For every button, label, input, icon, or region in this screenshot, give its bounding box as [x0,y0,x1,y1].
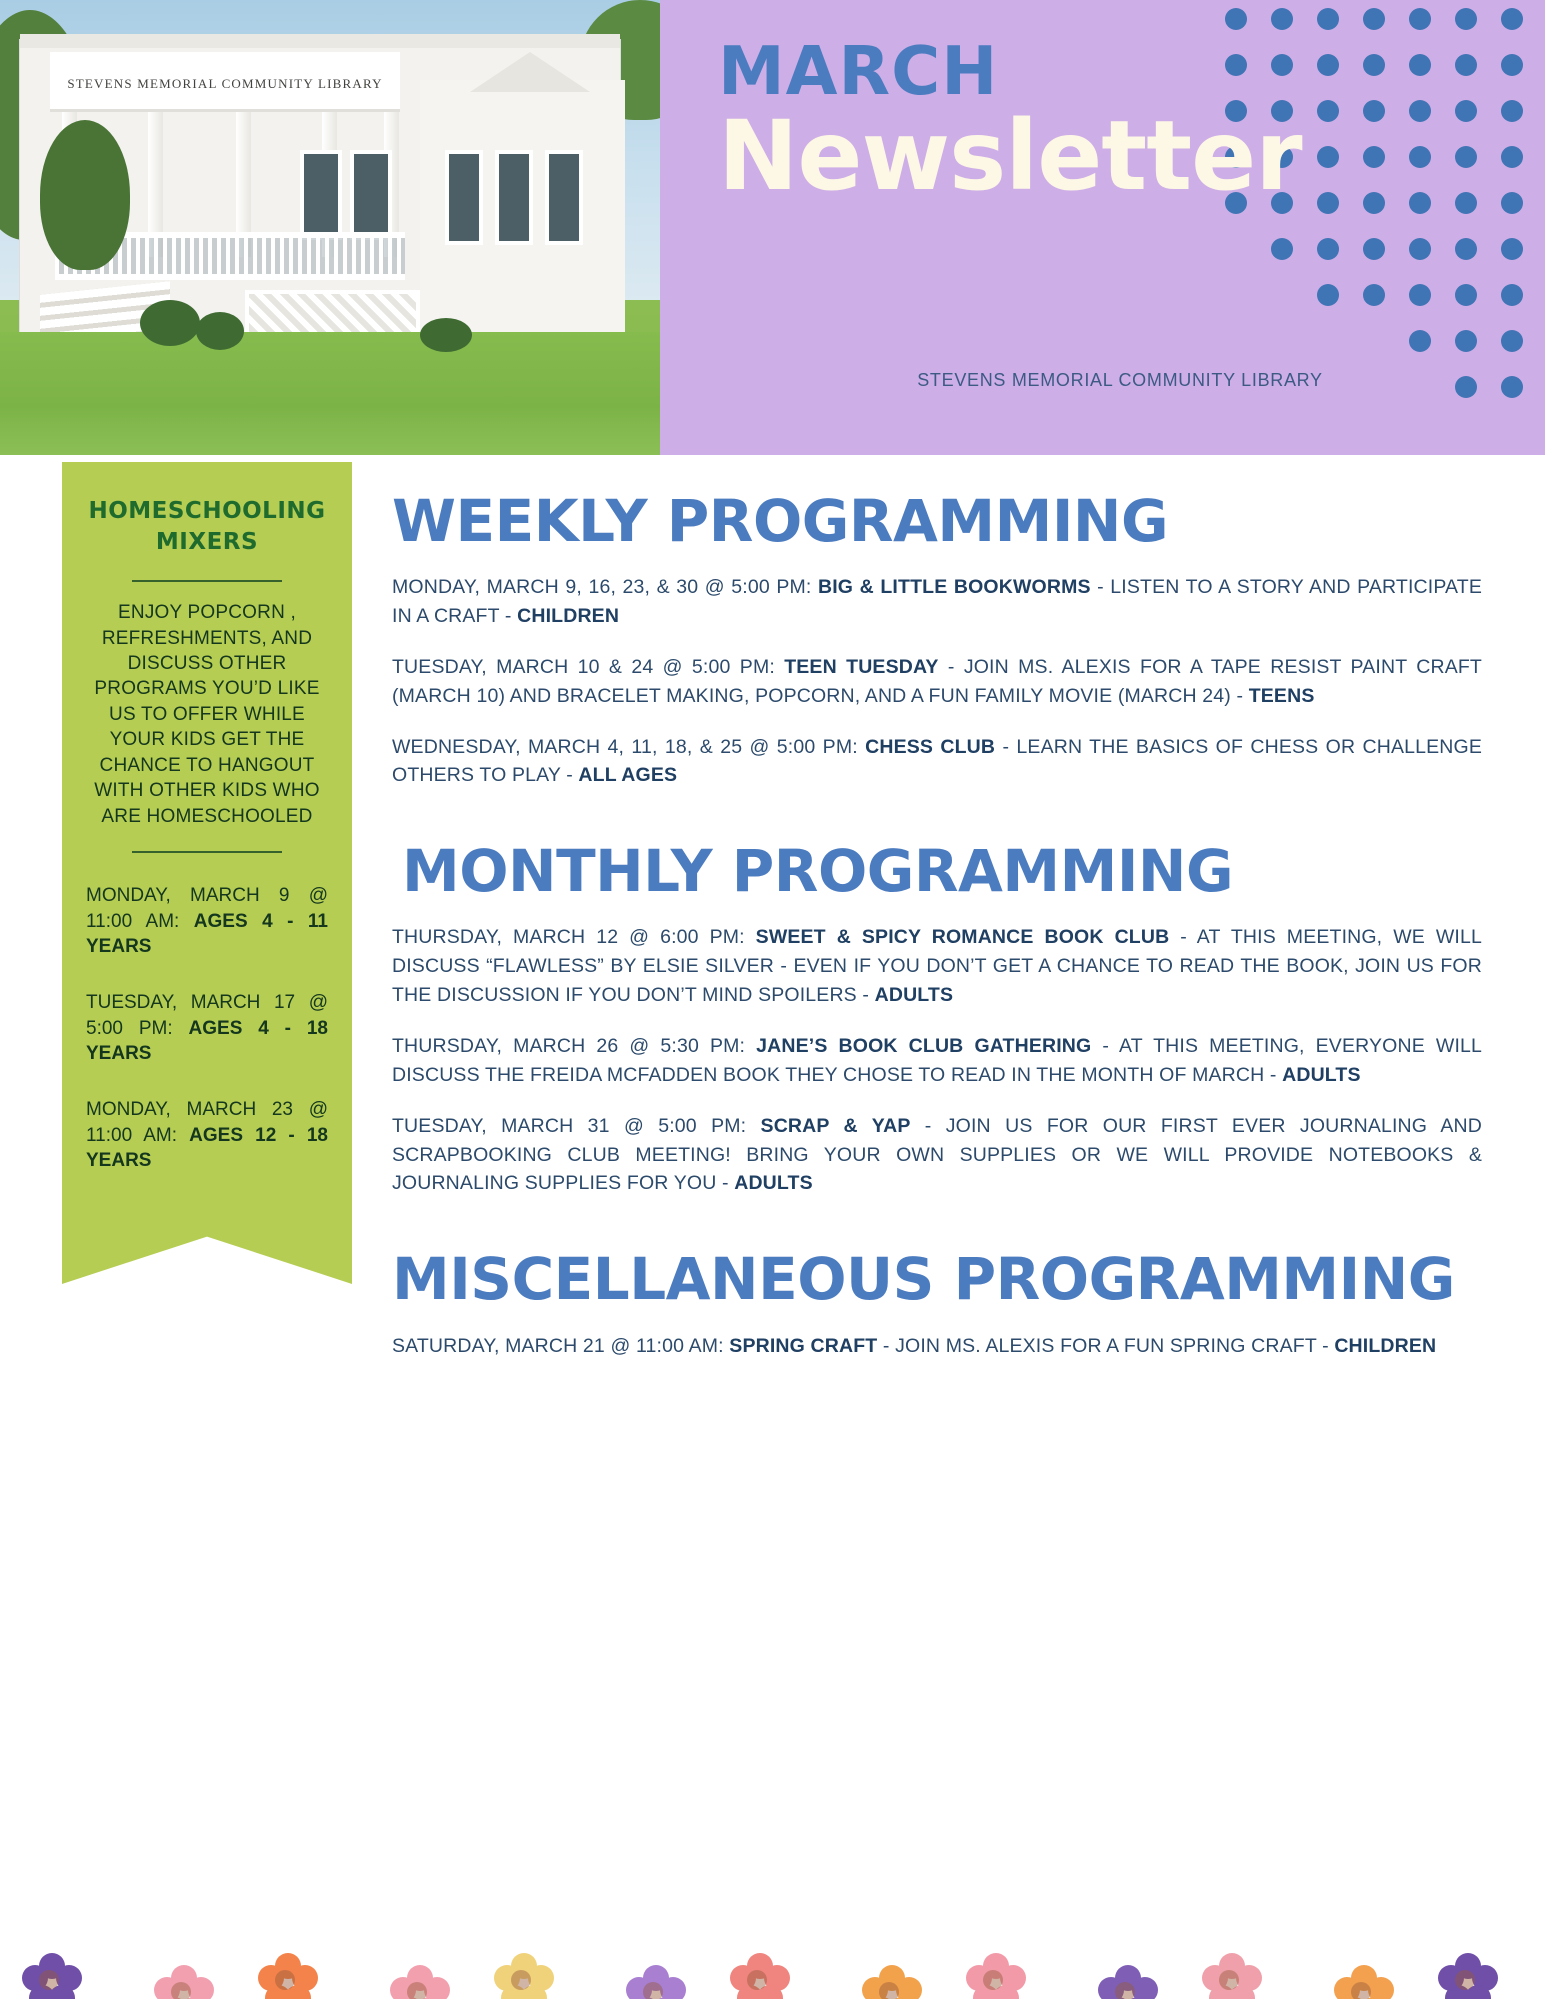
program-name: CHESS CLUB [865,735,996,758]
flower-icon [22,1953,82,1999]
flower-center [275,1970,295,1990]
dot [1317,238,1339,260]
header [0,0,1545,455]
program-audience: ADULTS [1282,1063,1361,1086]
dot [1455,8,1477,30]
flower-icon [390,1965,450,1999]
dot [1501,8,1523,30]
dot [1271,8,1293,30]
flower-icon [1202,1953,1262,1999]
program-name: BIG & LITTLE BOOKWORMS [817,576,1091,599]
section-heading-monthly: MONTHLY PROGRAMMING [402,837,1234,906]
flower-center [1115,1982,1135,1999]
flower-icon [1334,1965,1394,1999]
program-item [392,1332,1482,1361]
flower-icon [966,1953,1026,1999]
photo-tree [40,120,130,270]
program-when: WEDNESDAY, MARCH 4, 11, 18, & 25 @ 5:00 PM: [392,735,866,758]
program-name: SPRING CRAFT [729,1334,878,1357]
sidebar-entry-ages: AGES 12 - 18 YEARS [86,1124,329,1172]
flower-petal [660,1977,686,1999]
photo-roofline [20,34,620,48]
dot [1363,238,1385,260]
sidebar-entry [86,1097,328,1174]
dot [1225,54,1247,76]
flower-center [643,1982,663,1999]
dot [1455,192,1477,214]
photo-window [300,150,342,240]
flower-icon [154,1965,214,1999]
dot [1409,238,1431,260]
section-heading-miscellaneous: MISCELLANEOUS PROGRAMMING [392,1245,1455,1314]
sidebar-title: HOMESCHOOLING MIXERS [88,498,326,556]
sidebar-entry-ages: AGES 4 - 11 YEARS [86,910,328,958]
program-when: THURSDAY, MARCH 26 @ 5:30 PM: [392,1035,757,1058]
dot [1317,146,1339,168]
dot [1455,330,1477,352]
program-name: TEEN TUESDAY [784,655,939,678]
flower-center [511,1970,531,1990]
dot [1455,100,1477,122]
dot [1409,54,1431,76]
dot [1501,330,1523,352]
dot [1363,54,1385,76]
dot [1363,100,1385,122]
dot [1363,192,1385,214]
program-audience: ADULTS [874,984,954,1007]
dot [1317,192,1339,214]
flower-center [39,1970,59,1990]
program-audience: CHILDREN [1334,1334,1437,1357]
program-item [392,1112,1482,1199]
newsletter-title: Newsletter [718,100,1302,212]
program-when: TUESDAY, MARCH 10 & 24 @ 5:00 PM: [392,655,785,678]
program-item [392,573,1482,631]
flower-icon [1098,1965,1158,1999]
dot [1501,192,1523,214]
flower-icon [730,1953,790,1999]
flower-center [879,1982,899,1999]
dot [1225,8,1247,30]
flower-petal [188,1977,214,1999]
flower-center [1455,1970,1475,1990]
dot [1501,54,1523,76]
flower-petal [424,1977,450,1999]
dot [1271,54,1293,76]
program-desc: - AT THIS MEETING, EVERYONE WILL DISCUSS THE FREIDA MCFADDEN BOOK THEY CHOSE TO READ IN THE MONTH OF MARCH - [392,1035,1483,1086]
dot [1501,146,1523,168]
flower-border [0,1879,1545,1999]
program-audience: TEENS [1248,684,1315,707]
sidebar-description: ENJOY POPCORN , REFRESHMENTS, AND DISCUSS OTHER PROGRAMS YOU’D LIKE US TO OFFER WHILE YOUR KIDS GET THE CHANCE TO HANGOUT WITH OTHER KIDS WHO ARE HOMESCHOOLED [94,602,320,827]
photo-bush [196,312,244,350]
program-desc: - JOIN US FOR OUR FIRST EVER JOURNALING AND SCRAPBOOKING CLUB MEETING! BRING YOUR OWN SUPPLIES OR WE WILL PROVIDE NOTEBOOKS & JOURNALING SUPPLIES FOR YOU - [392,1114,1482,1195]
flower-icon [258,1953,318,1999]
newsletter-subtitle: STEVENS MEMORIAL COMMUNITY LIBRARY [917,370,1323,390]
dot [1409,8,1431,30]
photo-gable [470,52,590,92]
program-name: SCRAP & YAP [760,1114,911,1137]
sidebar-entry [86,883,328,960]
flower-icon [494,1953,554,1999]
flower-center [407,1982,427,1999]
program-when: MONDAY, MARCH 9, 16, 23, & 30 @ 5:00 PM: [392,576,818,599]
program-audience: CHILDREN [517,605,620,628]
program-audience: ALL AGES [578,764,678,787]
sidebar-homeschooling-mixers [62,462,352,1284]
sidebar-entry-when: MONDAY, MARCH 23 @ 11:00 AM: [86,1099,328,1146]
sidebar-entry [86,990,328,1067]
photo-bush [140,300,200,346]
dot [1501,284,1523,306]
section-heading-weekly: WEEKLY PROGRAMMING [392,487,1169,555]
dot [1317,54,1339,76]
dot [1455,54,1477,76]
dot [1409,330,1431,352]
sidebar-entry-when: TUESDAY, MARCH 17 @ 5:00 PM: [86,992,328,1039]
program-item [392,733,1482,791]
program-item [392,653,1482,711]
flower-center [171,1982,191,1999]
program-desc: - JOIN MS. ALEXIS FOR A TAPE RESIST PAINT CRAFT (MARCH 10) AND BRACELET MAKING, POPCORN, AND A FUN FAMILY MOVIE (MARCH 24) - [392,655,1482,707]
flower-center [1219,1970,1239,1990]
flower-petal [1132,1977,1158,1999]
dot [1363,284,1385,306]
dot [1409,284,1431,306]
photo-window [350,150,392,240]
photo-bush [420,318,472,352]
newsletter-month: MARCH [718,32,999,110]
library-photo [0,0,660,455]
dot [1455,284,1477,306]
dot [1317,8,1339,30]
dot [1455,238,1477,260]
dot [1409,146,1431,168]
program-desc: - AT THIS MEETING, WE WILL DISCUSS “FLAWLESS” BY ELSIE SILVER - EVEN IF YOU DON’T GET A CHANCE TO READ THE BOOK, JOIN US FOR THE DISCUSSION IF YOU DON’T MIND SPOILERS - [392,926,1482,1007]
flower-petal [896,1977,922,1999]
flower-center [747,1970,767,1990]
sidebar-banner-point [62,1198,352,1284]
program-name: JANE’S BOOK CLUB GATHERING [756,1035,1092,1058]
dot [1363,8,1385,30]
photo-window [495,150,533,245]
flower-center [983,1970,1003,1990]
photo-lawn [0,332,660,455]
program-when: THURSDAY, MARCH 12 @ 6:00 PM: [392,926,756,949]
photo-sign-text: STEVENS MEMORIAL COMMUNITY LIBRARY [67,76,383,91]
program-when: TUESDAY, MARCH 31 @ 5:00 PM: [392,1114,761,1137]
sidebar-body [62,462,352,1198]
divider [132,851,282,853]
main-content [392,487,1483,1382]
dot [1409,192,1431,214]
dot [1501,100,1523,122]
program-item [392,923,1482,1010]
dot [1409,100,1431,122]
program-desc: - LISTEN TO A STORY AND PARTICIPATE IN A CRAFT - [392,576,1482,628]
header-banner [660,0,1545,455]
program-desc: - JOIN MS. ALEXIS FOR A FUN SPRING CRAFT - [877,1334,1335,1357]
flower-icon [862,1965,922,1999]
dot [1363,146,1385,168]
program-name: SWEET & SPICY ROMANCE BOOK CLUB [755,926,1170,949]
flower-icon [626,1965,686,1999]
dot [1455,146,1477,168]
flower-petal [1368,1977,1394,1999]
dot [1501,238,1523,260]
dot [1317,100,1339,122]
photo-window [545,150,583,245]
sidebar-entry-ages: AGES 4 - 18 YEARS [86,1017,328,1065]
flower-icon [1438,1953,1498,1999]
flower-center [1351,1982,1371,1999]
program-desc: - LEARN THE BASICS OF CHESS OR CHALLENGE OTHERS TO PLAY - [392,735,1482,787]
program-when: SATURDAY, MARCH 21 @ 11:00 AM: [392,1334,730,1357]
dot [1271,238,1293,260]
dot [1317,284,1339,306]
program-audience: ADULTS [734,1172,813,1195]
photo-window [445,150,483,245]
program-item [392,1032,1482,1090]
sidebar-entry-when: MONDAY, MARCH 9 @ 11:00 AM: [86,885,328,932]
divider [132,580,282,582]
